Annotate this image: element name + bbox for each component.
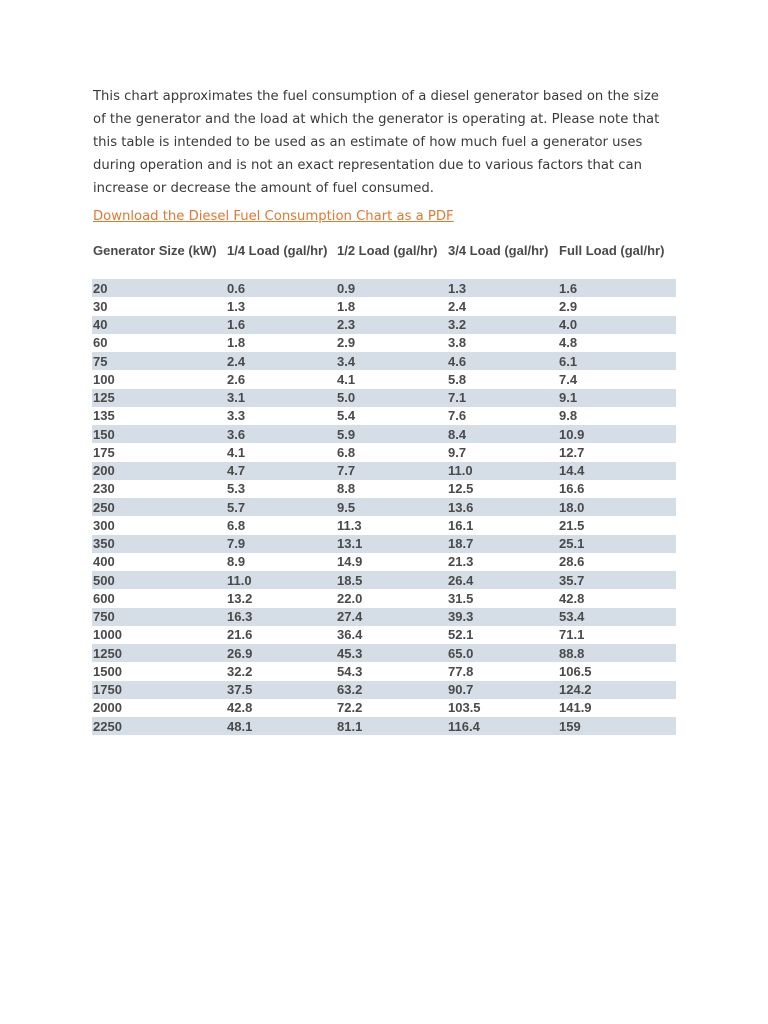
header-generator-size: Generator Size (kW)	[93, 243, 217, 258]
cell-quarter-load: 1.3	[226, 297, 336, 315]
cell-quarter-load: 1.6	[226, 316, 336, 334]
cell-generator-size: 30	[92, 297, 226, 315]
cell-quarter-load: 8.9	[226, 553, 336, 571]
cell-three-quarter-load: 16.1	[447, 516, 558, 534]
cell-three-quarter-load: 4.6	[447, 352, 558, 370]
header-half-load: 1/2 Load (gal/hr)	[337, 243, 438, 258]
cell-half-load: 14.9	[336, 553, 447, 571]
table-row	[92, 553, 676, 571]
cell-generator-size: 2000	[92, 699, 226, 717]
cell-generator-size: 300	[92, 516, 226, 534]
cell-quarter-load: 1.8	[226, 334, 336, 352]
cell-three-quarter-load: 18.7	[447, 535, 558, 553]
cell-half-load: 7.7	[336, 462, 447, 480]
table-row	[92, 662, 676, 680]
cell-half-load: 5.4	[336, 407, 447, 425]
cell-half-load: 36.4	[336, 626, 447, 644]
cell-half-load: 63.2	[336, 681, 447, 699]
cell-generator-size: 1000	[92, 626, 226, 644]
intro-paragraph: This chart approximates the fuel consumption of a diesel generator based on the size of the generator and the load at which the generator is operating at. Please note that this table is intended to be used as an estimate of how much fuel a generator uses during operation and is not an exact representation due to various factors that can increase or decrease the amount of fuel consumed.	[93, 89, 660, 196]
cell-three-quarter-load: 2.4	[447, 297, 558, 315]
cell-quarter-load: 21.6	[226, 626, 336, 644]
cell-half-load: 45.3	[336, 644, 447, 662]
cell-generator-size: 500	[92, 571, 226, 589]
cell-three-quarter-load: 21.3	[447, 553, 558, 571]
table-row	[92, 389, 676, 407]
table-row	[92, 462, 676, 480]
cell-three-quarter-load: 12.5	[447, 480, 558, 498]
cell-generator-size: 60	[92, 334, 226, 352]
cell-full-load: 12.7	[558, 443, 676, 461]
cell-full-load: 1.6	[558, 279, 676, 297]
cell-half-load: 9.5	[336, 498, 447, 516]
cell-full-load: 25.1	[558, 535, 676, 553]
cell-generator-size: 230	[92, 480, 226, 498]
cell-quarter-load: 48.1	[226, 717, 336, 735]
cell-three-quarter-load: 5.8	[447, 370, 558, 388]
header-full-load: Full Load (gal/hr)	[559, 243, 665, 258]
cell-quarter-load: 4.7	[226, 462, 336, 480]
cell-three-quarter-load: 8.4	[447, 425, 558, 443]
cell-half-load: 6.8	[336, 443, 447, 461]
cell-quarter-load: 6.8	[226, 516, 336, 534]
cell-quarter-load: 37.5	[226, 681, 336, 699]
cell-three-quarter-load: 9.7	[447, 443, 558, 461]
table-row	[92, 626, 676, 644]
cell-full-load: 141.9	[558, 699, 676, 717]
cell-full-load: 42.8	[558, 589, 676, 607]
cell-generator-size: 200	[92, 462, 226, 480]
table-row	[92, 699, 676, 717]
cell-full-load: 9.8	[558, 407, 676, 425]
cell-generator-size: 1250	[92, 644, 226, 662]
cell-three-quarter-load: 52.1	[447, 626, 558, 644]
table-row	[92, 589, 676, 607]
download-pdf-link[interactable]: Download the Diesel Fuel Consumption Chart as a PDF	[93, 209, 454, 224]
cell-quarter-load: 2.4	[226, 352, 336, 370]
cell-full-load: 124.2	[558, 681, 676, 699]
cell-quarter-load: 13.2	[226, 589, 336, 607]
table-row	[92, 681, 676, 699]
cell-generator-size: 600	[92, 589, 226, 607]
cell-half-load: 13.1	[336, 535, 447, 553]
cell-generator-size: 2250	[92, 717, 226, 735]
cell-half-load: 0.9	[336, 279, 447, 297]
cell-generator-size: 750	[92, 608, 226, 626]
cell-quarter-load: 7.9	[226, 535, 336, 553]
cell-full-load: 10.9	[558, 425, 676, 443]
cell-generator-size: 1750	[92, 681, 226, 699]
cell-quarter-load: 3.6	[226, 425, 336, 443]
table-row	[92, 316, 676, 334]
cell-generator-size: 350	[92, 535, 226, 553]
header-quarter-load: 1/4 Load (gal/hr)	[227, 243, 328, 258]
cell-generator-size: 75	[92, 352, 226, 370]
cell-full-load: 4.8	[558, 334, 676, 352]
table-row	[92, 480, 676, 498]
cell-full-load: 18.0	[558, 498, 676, 516]
cell-three-quarter-load: 90.7	[447, 681, 558, 699]
cell-generator-size: 40	[92, 316, 226, 334]
cell-quarter-load: 11.0	[226, 571, 336, 589]
cell-half-load: 2.9	[336, 334, 447, 352]
table-row	[92, 516, 676, 534]
cell-full-load: 28.6	[558, 553, 676, 571]
table-row	[92, 535, 676, 553]
cell-quarter-load: 4.1	[226, 443, 336, 461]
cell-full-load: 159	[558, 717, 676, 735]
table-row	[92, 352, 676, 370]
cell-three-quarter-load: 31.5	[447, 589, 558, 607]
cell-half-load: 4.1	[336, 370, 447, 388]
cell-full-load: 14.4	[558, 462, 676, 480]
cell-generator-size: 100	[92, 370, 226, 388]
cell-half-load: 3.4	[336, 352, 447, 370]
cell-three-quarter-load: 65.0	[447, 644, 558, 662]
table-row	[92, 644, 676, 662]
cell-three-quarter-load: 11.0	[447, 462, 558, 480]
table-row	[92, 498, 676, 516]
cell-quarter-load: 5.3	[226, 480, 336, 498]
cell-three-quarter-load: 3.8	[447, 334, 558, 352]
cell-three-quarter-load: 77.8	[447, 662, 558, 680]
cell-three-quarter-load: 7.6	[447, 407, 558, 425]
cell-half-load: 8.8	[336, 480, 447, 498]
table-body	[92, 279, 676, 735]
cell-generator-size: 400	[92, 553, 226, 571]
table-header-row	[92, 240, 676, 279]
cell-quarter-load: 0.6	[226, 279, 336, 297]
cell-quarter-load: 5.7	[226, 498, 336, 516]
cell-quarter-load: 3.1	[226, 389, 336, 407]
fuel-consumption-table	[92, 240, 676, 735]
table-row	[92, 279, 676, 297]
cell-half-load: 1.8	[336, 297, 447, 315]
header-three-quarter-load: 3/4 Load (gal/hr)	[448, 243, 549, 258]
cell-full-load: 4.0	[558, 316, 676, 334]
cell-generator-size: 135	[92, 407, 226, 425]
cell-half-load: 5.0	[336, 389, 447, 407]
cell-generator-size: 1500	[92, 662, 226, 680]
cell-half-load: 22.0	[336, 589, 447, 607]
cell-three-quarter-load: 39.3	[447, 608, 558, 626]
table-row	[92, 334, 676, 352]
cell-full-load: 7.4	[558, 370, 676, 388]
cell-quarter-load: 32.2	[226, 662, 336, 680]
cell-half-load: 2.3	[336, 316, 447, 334]
cell-generator-size: 150	[92, 425, 226, 443]
cell-quarter-load: 42.8	[226, 699, 336, 717]
cell-half-load: 5.9	[336, 425, 447, 443]
cell-full-load: 21.5	[558, 516, 676, 534]
cell-half-load: 27.4	[336, 608, 447, 626]
cell-three-quarter-load: 13.6	[447, 498, 558, 516]
table-row	[92, 608, 676, 626]
table-row	[92, 425, 676, 443]
cell-full-load: 16.6	[558, 480, 676, 498]
cell-generator-size: 175	[92, 443, 226, 461]
cell-half-load: 81.1	[336, 717, 447, 735]
cell-generator-size: 125	[92, 389, 226, 407]
cell-three-quarter-load: 3.2	[447, 316, 558, 334]
table-row	[92, 717, 676, 735]
cell-three-quarter-load: 103.5	[447, 699, 558, 717]
cell-three-quarter-load: 26.4	[447, 571, 558, 589]
table-row	[92, 370, 676, 388]
cell-three-quarter-load: 1.3	[447, 279, 558, 297]
cell-full-load: 2.9	[558, 297, 676, 315]
cell-full-load: 9.1	[558, 389, 676, 407]
cell-full-load: 106.5	[558, 662, 676, 680]
cell-quarter-load: 16.3	[226, 608, 336, 626]
cell-half-load: 11.3	[336, 516, 447, 534]
cell-full-load: 88.8	[558, 644, 676, 662]
cell-quarter-load: 3.3	[226, 407, 336, 425]
cell-full-load: 71.1	[558, 626, 676, 644]
table-row	[92, 407, 676, 425]
cell-three-quarter-load: 116.4	[447, 717, 558, 735]
table-row	[92, 571, 676, 589]
cell-half-load: 18.5	[336, 571, 447, 589]
cell-half-load: 54.3	[336, 662, 447, 680]
cell-three-quarter-load: 7.1	[447, 389, 558, 407]
cell-quarter-load: 2.6	[226, 370, 336, 388]
cell-full-load: 53.4	[558, 608, 676, 626]
cell-generator-size: 250	[92, 498, 226, 516]
table-row	[92, 297, 676, 315]
cell-half-load: 72.2	[336, 699, 447, 717]
table-row	[92, 443, 676, 461]
cell-full-load: 35.7	[558, 571, 676, 589]
cell-full-load: 6.1	[558, 352, 676, 370]
cell-generator-size: 20	[92, 279, 226, 297]
cell-quarter-load: 26.9	[226, 644, 336, 662]
